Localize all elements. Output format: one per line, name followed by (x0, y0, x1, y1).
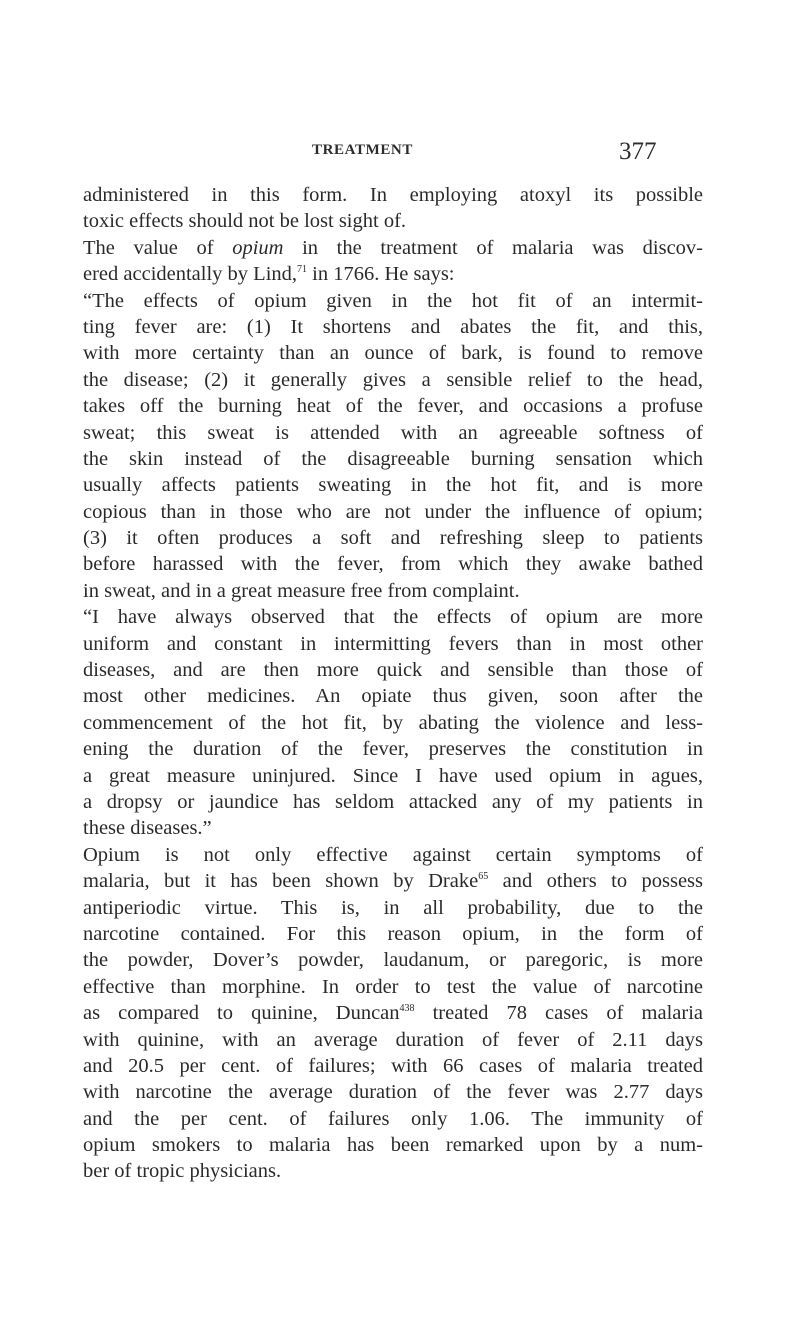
footnote-reference: 65 (478, 871, 489, 883)
text-line: ening the duration of the fever, preserves the constitution in (83, 738, 703, 761)
text-line: most other medicines. An opiate thus given, soon after the (83, 685, 703, 708)
text-line: (3) it often produces a soft and refreshing sleep to patients (83, 527, 703, 550)
text-line: copious than in those who are not under the influence of opium; (83, 500, 703, 523)
text-line: and the per cent. of failures only 1.06. The immunity of (83, 1107, 703, 1130)
running-head: TREATMENT (312, 142, 413, 158)
text-fragment: treated 78 cases of malaria (414, 1002, 703, 1025)
body-text (83, 182, 703, 1185)
text-line: takes off the burning heat of the fever, and occasions a profuse (83, 395, 703, 418)
text-line: these diseases.” (83, 817, 212, 840)
text-line: uniform and constant in intermitting fevers than in most other (83, 632, 703, 655)
text-fragment: The value of (83, 236, 233, 259)
page-number: 377 (619, 138, 657, 165)
text-line (83, 1000, 703, 1026)
text-line: sweat; this sweat is attended with an agreeable softness of (83, 421, 703, 444)
text-fragment: and others to possess (488, 870, 704, 893)
text-line: toxic effects should not be lost sight of. (83, 210, 407, 233)
page-header (0, 138, 800, 172)
text-line: Opium is not only effective against certain symptoms of (83, 843, 703, 866)
text-fragment: in the treatment of malaria was discov- (283, 236, 703, 259)
text-line: diseases, and are then more quick and sensible than those of (83, 659, 703, 682)
text-line (83, 235, 703, 261)
text-line (83, 261, 703, 287)
text-line: a dropsy or jaundice has seldom attacked any of my patients in (83, 790, 703, 813)
text-line: narcotine contained. For this reason opium, in the form of (83, 922, 703, 945)
text-line: ber of tropic physicians. (83, 1160, 282, 1183)
text-line: “The effects of opium given in the hot fit of an intermit- (83, 289, 703, 312)
text-line (83, 868, 703, 894)
text-line: the disease; (2) it generally gives a sensible relief to the head, (83, 368, 703, 391)
text-line: with quinine, with an average duration of fever of 2.11 days (83, 1028, 703, 1051)
text-line: opium smokers to malaria has been remarked upon by a num- (83, 1134, 703, 1157)
text-line: antiperiodic virtue. This is, in all probability, due to the (83, 896, 703, 919)
text-fragment: in 1766. He says: (307, 263, 455, 286)
text-line: a great measure uninjured. Since I have used opium in agues, (83, 764, 703, 787)
text-line: administered in this form. In employing atoxyl its possible (83, 184, 703, 206)
text-line: with more certainty than an ounce of bark, is found to remove (83, 342, 703, 365)
text-line: with narcotine the average duration of the fever was 2.77 days (83, 1081, 703, 1104)
text-line: ting fever are: (1) It shortens and abates the fit, and this, (83, 315, 703, 338)
text-line: before harassed with the fever, from which they awake bathed (83, 553, 703, 576)
footnote-reference: 438 (399, 1003, 415, 1015)
text-line: usually affects patients sweating in the hot fit, and is more (83, 474, 703, 497)
text-line: “I have always observed that the effects of opium are more (83, 606, 703, 629)
footnote-reference: 71 (297, 264, 308, 276)
text-line: commencement of the hot fit, by abating the violence and less- (83, 711, 703, 734)
italic-term: opium (232, 236, 284, 259)
text-fragment: ered accidentally by Lind, (83, 263, 298, 286)
text-line: in sweat, and in a great measure free from complaint. (83, 579, 520, 602)
text-line: and 20.5 per cent. of failures; with 66 cases of malaria treated (83, 1054, 703, 1077)
text-line: the powder, Dover’s powder, laudanum, or paregoric, is more (83, 949, 703, 972)
text-line: effective than morphine. In order to test the value of narcotine (83, 975, 703, 998)
text-fragment: as compared to quinine, Duncan (83, 1002, 400, 1025)
text-line: the skin instead of the disagreeable burning sensation which (83, 447, 703, 470)
text-fragment: malaria, but it has been shown by Drake (83, 870, 479, 893)
